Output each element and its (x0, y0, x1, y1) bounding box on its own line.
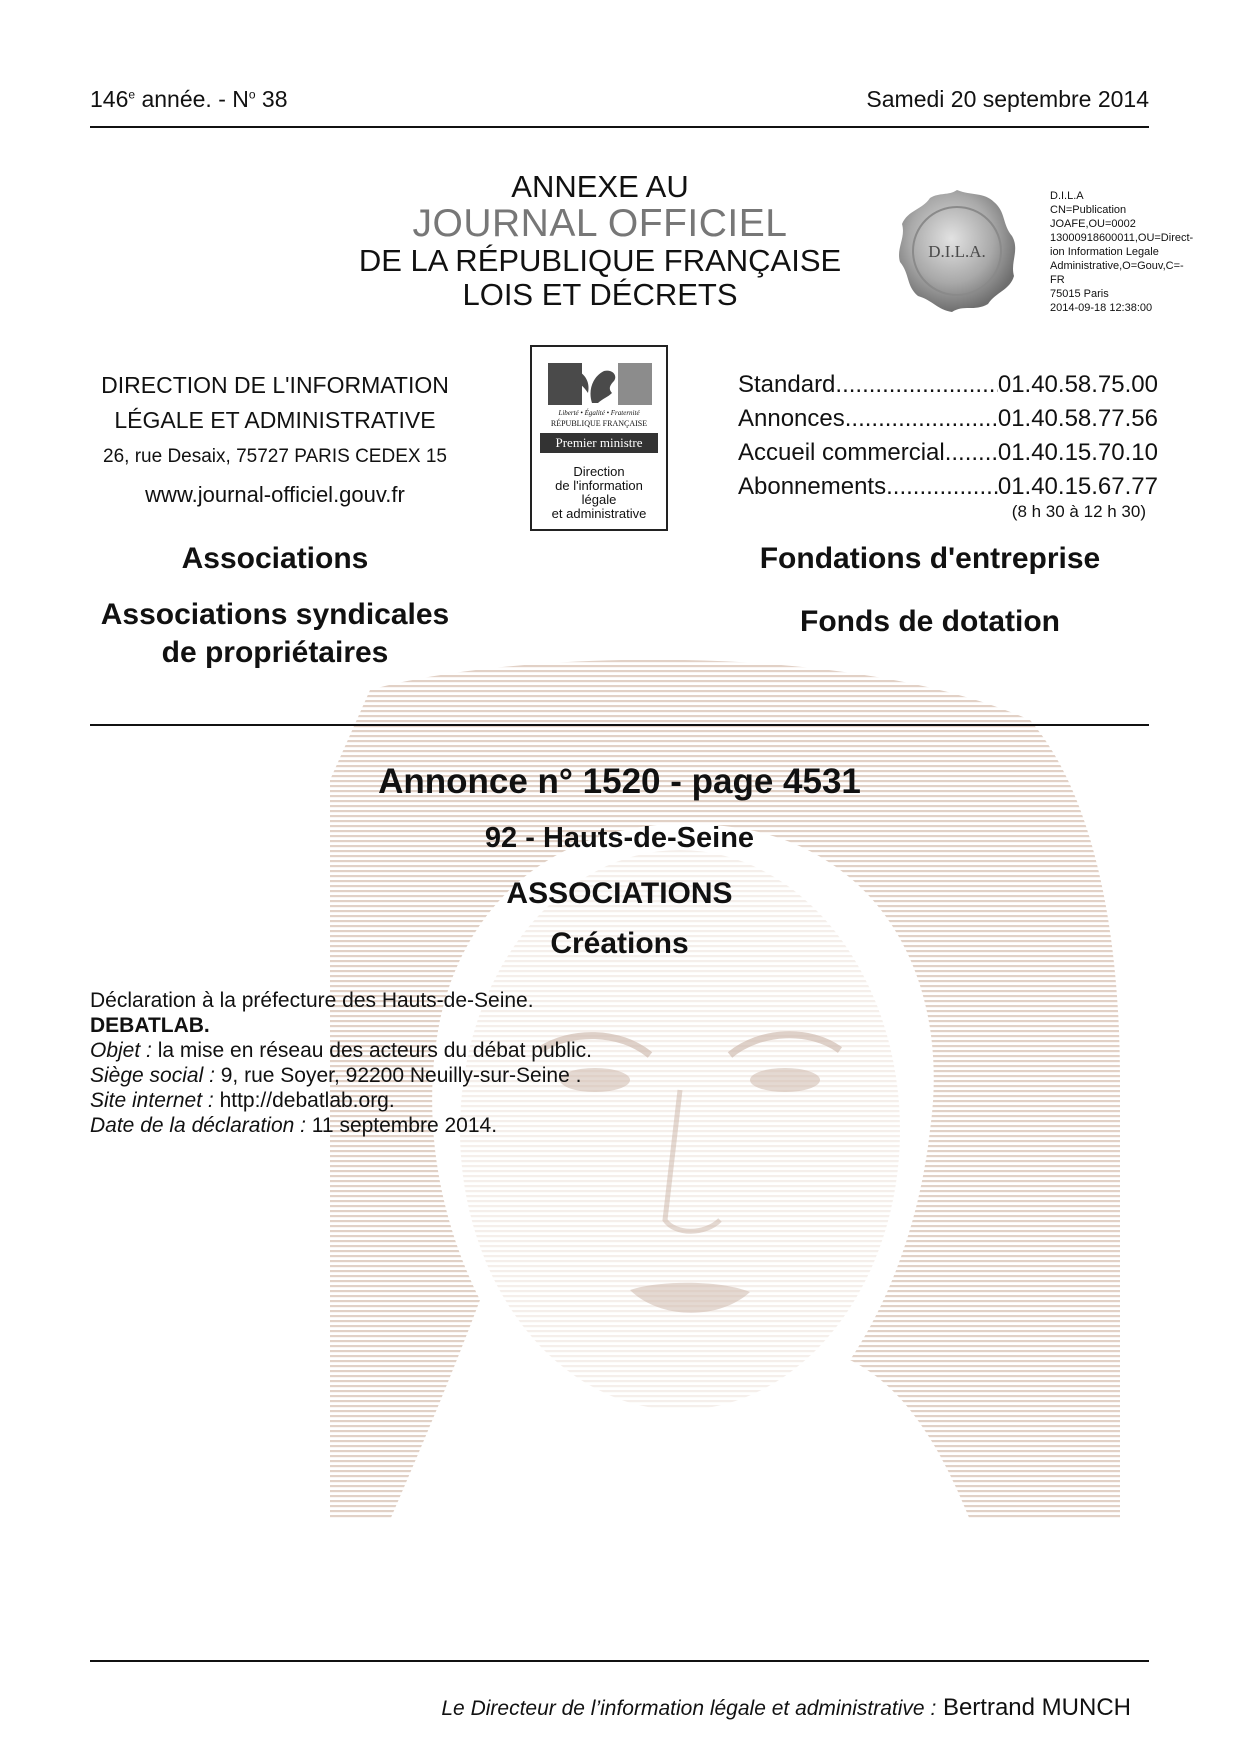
phone-number: 01.40.58.77.56 (997, 405, 1158, 432)
dila-name-line-2: LÉGALE ET ADMINISTRATIVE (114, 407, 436, 433)
phone-label: Standard (738, 371, 836, 398)
date-line: Date de la déclaration : 11 septembre 2014. (90, 1114, 498, 1137)
seal-text: D.I.L.A. (928, 242, 986, 261)
phone-number: 01.40.15.70.10 (997, 439, 1158, 466)
cert-line: CN=Publication (1050, 204, 1127, 216)
association-name: DEBATLAB. (90, 1014, 210, 1037)
announcement-title: Annonce n° 1520 - page 4531 (378, 762, 861, 801)
announcement-department: 92 - Hauts-de-Seine (484, 822, 755, 854)
cert-line: JOAFE,OU=0002 (1050, 218, 1136, 230)
certificate-info (1050, 189, 1194, 315)
category-associations: Associations (181, 542, 369, 575)
category-associations-syndicales: Associations syndicales de propriétaires (100, 598, 450, 669)
cert-line: D.I.L.A (1050, 190, 1084, 202)
dila-address: 26, rue Desaix, 75727 PARIS CEDEX 15 (103, 446, 447, 467)
objet-line: Objet : la mise en réseau des acteurs du débat public. (90, 1039, 592, 1062)
cert-line: FR (1050, 274, 1065, 286)
masthead (280, 170, 920, 312)
dila-website-link[interactable]: www.journal-officiel.gouv.fr (145, 482, 405, 507)
announcement-subsection: Créations (550, 927, 689, 960)
marianne-flag-icon (548, 363, 652, 405)
phone-label: Accueil commercial (738, 439, 945, 466)
phone-row (738, 470, 1158, 504)
logo-country: RÉPUBLIQUE FRANÇAISE (550, 419, 648, 428)
masthead-journal-officiel: JOURNAL OFFICIEL (412, 202, 788, 245)
phone-label: Annonces (738, 405, 845, 432)
footer-rule (90, 1660, 1149, 1662)
issue-number: 146e année. - $N^o$ 38 (90, 86, 288, 112)
dila-address-block (70, 368, 480, 508)
section-rule (90, 724, 1149, 726)
cert-line: 75015 Paris (1050, 288, 1109, 300)
masthead-line-4: LOIS ET DÉCRETS (462, 277, 738, 312)
masthead-line-1: ANNEXE AU (511, 169, 689, 204)
logo-motto: Liberté • Égalité • Fraternité (558, 409, 640, 417)
dila-seal-icon (892, 186, 1022, 316)
office-hours: (8 h 30 à 12 h 30) (1011, 502, 1146, 521)
footer-label: Le Directeur de l’information légale et administrative : (441, 1697, 937, 1720)
category-fonds-dotation: Fonds de dotation (800, 605, 1060, 638)
cert-line: ion Information Legale (1050, 246, 1159, 258)
siege-line: Siège social : 9, rue Soyer, 92200 Neuilly-sur-Seine . (90, 1064, 582, 1087)
announcement-body (90, 988, 592, 1138)
phone-row (738, 436, 1158, 470)
masthead-line-3: DE LA RÉPUBLIQUE FRANÇAISE (358, 243, 842, 278)
phone-number: 01.40.15.67.77 (997, 473, 1158, 500)
announcement-section: ASSOCIATIONS (506, 877, 733, 910)
phone-number: 01.40.58.75.00 (997, 371, 1158, 398)
phone-directory (738, 368, 1158, 522)
cert-line: 13000918600011,OU=Direct- (1050, 232, 1194, 244)
header-rule (90, 126, 1149, 128)
phone-label: Abonnements (738, 473, 887, 500)
logo-direction: Direction de l'information légale et administrative (551, 464, 647, 521)
category-fondations: Fondations d'entreprise (759, 542, 1101, 575)
logo-premier-ministre: Premier ministre (540, 433, 658, 453)
phone-row (738, 368, 1158, 402)
director-name: Bertrand MUNCH (936, 1694, 1131, 1721)
footer-signature (441, 1694, 1131, 1722)
dila-name-line-1: DIRECTION DE L'INFORMATION (101, 372, 449, 398)
phone-row (738, 402, 1158, 436)
republique-francaise-logo (530, 345, 668, 531)
site-line: Site internet : http://debatlab.org. (90, 1089, 395, 1112)
declaration-line: Déclaration à la préfecture des Hauts-de-Seine. (90, 989, 534, 1012)
cert-line: 2014-09-18 12:38:00 (1050, 302, 1153, 314)
issue-date: Samedi 20 septembre 2014 (866, 86, 1149, 112)
cert-line: Administrative,O=Gouv,C=- (1050, 260, 1184, 272)
